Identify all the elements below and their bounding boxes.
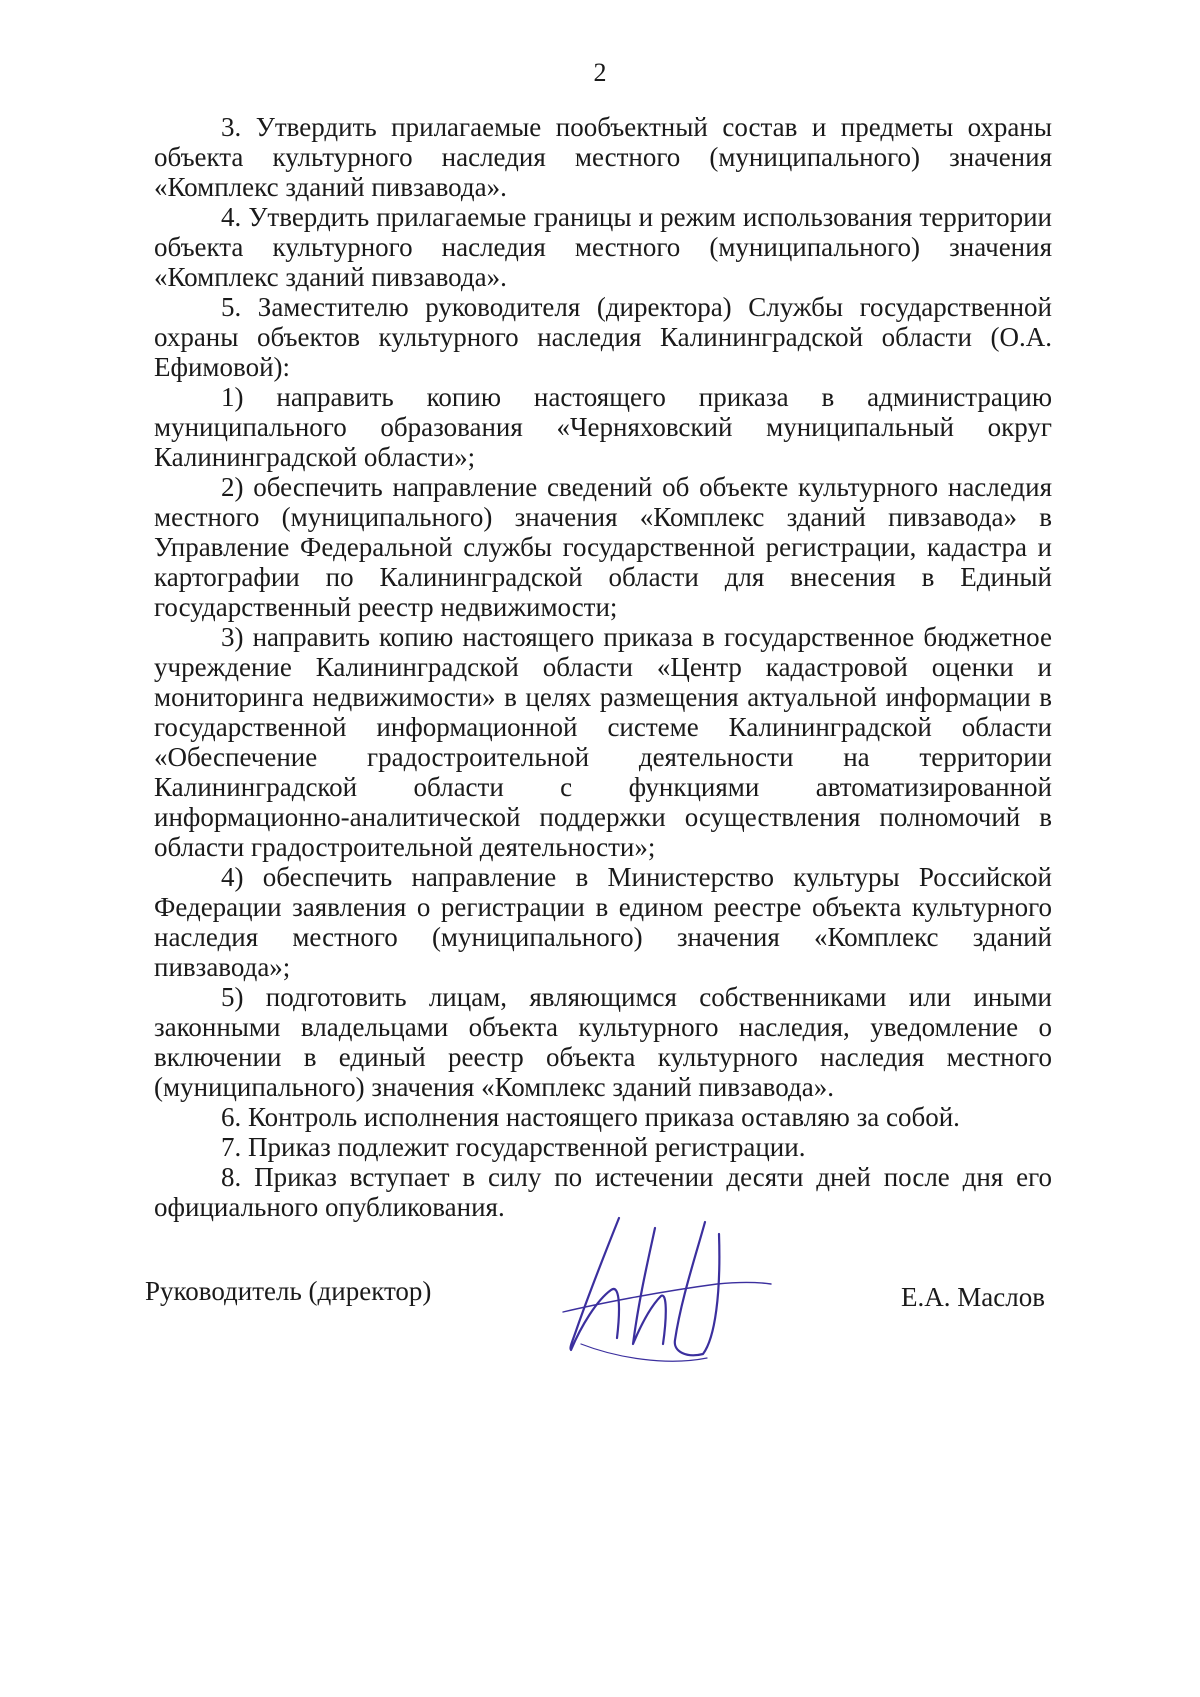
signatory-name: Е.А. Маслов bbox=[901, 1282, 1045, 1312]
paragraph-subitem-5-2: 2) обеспечить направление сведений об объекте культурного наследия местного (муниципального) значения «Комплекс зданий пивзавода» в Управление Федеральной службы государственной регистрации, кадастра и картографии по Калининградской области для внесения в Единый государственный реестр недвижимости; bbox=[154, 472, 1052, 622]
signature-block bbox=[145, 1208, 1045, 1388]
paragraph-subitem-5-3: 3) направить копию настоящего приказа в государственное бюджетное учреждение Калининградской области «Центр кадастровой оценки и мониторинга недвижимости» в целях размещения актуальной информации в государственной информационной системе Калининградской области «Обеспечение градостроительной деятельности на территории Калининградской области с функциями автоматизированной информационно-аналитической поддержки осуществления полномочий в области градостроительной деятельности»; bbox=[154, 622, 1052, 862]
paragraph-item-7: 7. Приказ подлежит государственной регистрации. bbox=[221, 1132, 806, 1162]
paragraph-item-4: 4. Утвердить прилагаемые границы и режим использования территории объекта культурного наследия местного (муниципального) значения «Комплекс зданий пивзавода». bbox=[154, 202, 1052, 292]
paragraph-subitem-5-4: 4) обеспечить направление в Министерство культуры Российской Федерации заявления о регистрации в едином реестре объекта культурного наследия местного (муниципального) значения «Комплекс зданий пивзавода»; bbox=[154, 862, 1052, 982]
paragraph-item-5: 5. Заместителю руководителя (директора) Службы государственной охраны объектов культурного наследия Калининградской области (О.А. Ефимовой): bbox=[154, 292, 1052, 382]
page-number: 2 bbox=[593, 58, 607, 87]
handwritten-signature bbox=[557, 1208, 777, 1368]
paragraph-subitem-5-5: 5) подготовить лицам, являющимся собственниками или иными законными владельцами объекта культурного наследия, уведомление о включении в единый реестр объекта культурного наследия местного (муниципального) значения «Комплекс зданий пивзавода». bbox=[154, 982, 1052, 1102]
signatory-title: Руководитель (директор) bbox=[145, 1276, 432, 1306]
paragraph-subitem-5-1: 1) направить копию настоящего приказа в администрацию муниципального образования «Черняховский муниципальный округ Калининградской области»; bbox=[154, 382, 1052, 472]
paragraph-item-3: 3. Утвердить прилагаемые пообъектный состав и предметы охраны объекта культурного наследия местного (муниципального) значения «Комплекс зданий пивзавода». bbox=[154, 112, 1052, 202]
order-body bbox=[154, 112, 1052, 1222]
paragraph-item-8: 8. Приказ вступает в силу по истечении десяти дней после дня его официального опубликования. bbox=[154, 1162, 1052, 1222]
paragraph-item-6: 6. Контроль исполнения настоящего приказа оставляю за собой. bbox=[221, 1102, 960, 1132]
